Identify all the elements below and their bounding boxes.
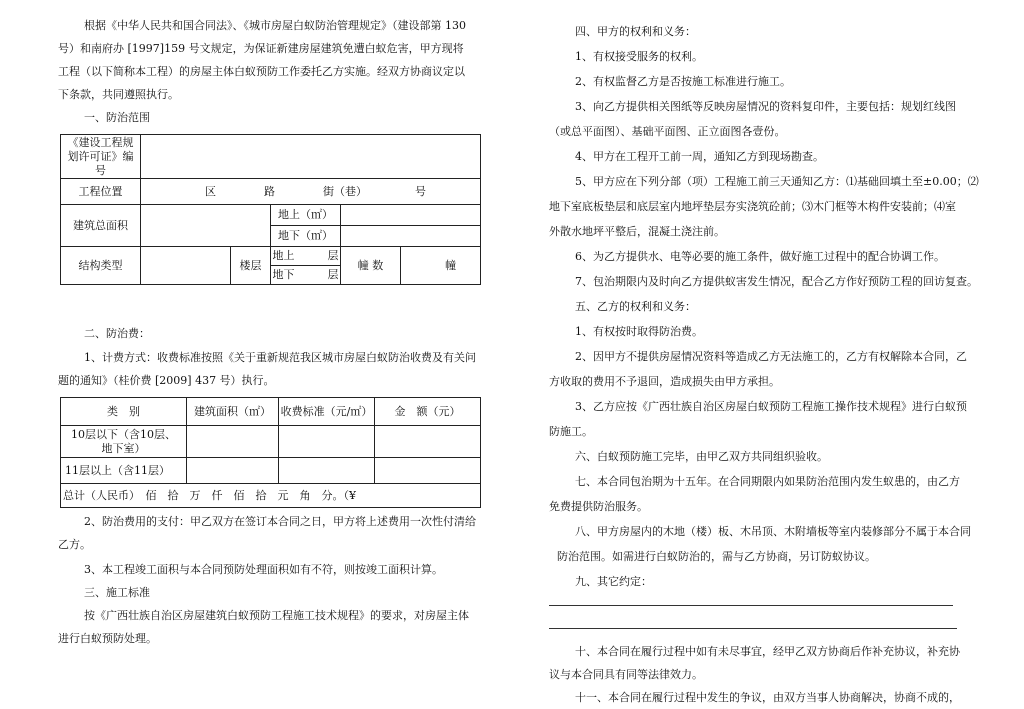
r-line-9: 外散水地坪平整后，混凝土浇注前。	[549, 225, 725, 238]
r-line-15: 方收取的费用不予退回，造成损失由甲方承担。	[549, 375, 780, 388]
payment-text-1: 2、防治费用的支付：甲乙双方在签订本合同之日，甲方将上述费用一次性付清给	[84, 515, 476, 528]
below-area-value[interactable]	[341, 226, 481, 247]
fee-text-2: 题的通知》（桂价费 [2009] 437 号）执行。	[58, 374, 275, 387]
section-10-line-1: 十、本合同在履行过程中如有未尽事宜，经甲乙双方协商后作补充协议，补充协	[575, 645, 960, 658]
intro-line-3: 工程（以下简称本工程）的房屋主体白蚁预防工作委托乙方实施。经双方协商议定以	[58, 65, 465, 78]
location-street: 街（巷）	[323, 184, 368, 198]
r-line-17: 防施工。	[549, 425, 593, 438]
fee-table	[60, 397, 481, 508]
location-value[interactable]	[141, 179, 481, 205]
intro-line-4: 下条款，共同遵照执行。	[58, 88, 179, 101]
r-line-3: 2、有权监督乙方是否按施工标准进行施工。	[575, 75, 791, 88]
standard-text-1: 按《广西壮族自治区房屋建筑白蚁预防工程施工技术规程》的要求，对房屋主体	[84, 609, 469, 622]
fee-total: 总计（人民币） 佰 拾 万 仟 佰 拾 元 角 分。（¥	[61, 484, 481, 508]
fee-row-1-label: 10层以下（含10层、地下室）	[61, 426, 187, 458]
area-total-value[interactable]	[141, 205, 271, 247]
other-terms-line-2[interactable]	[549, 628, 957, 629]
permit-label: 《建设工程规划许可证》编号	[61, 135, 141, 179]
location-label: 工程位置	[61, 179, 141, 205]
fee-text-1: 1、计费方式：收费标准按照《关于重新规范我区城市房屋白蚁防治收费及有关问	[84, 351, 476, 364]
section-1-heading: 一、防治范围	[84, 111, 150, 124]
r-line-10: 6、为乙方提供水、电等必要的施工条件，做好施工过程中的配合协调工作。	[575, 250, 945, 263]
building-unit: 幢	[401, 247, 481, 285]
fee-header-amount: 金 额（元）	[375, 398, 481, 426]
intro-line-1: 根据《中华人民共和国合同法》、《城市房屋白蚁防治管理规定》（建设部第 130	[84, 19, 466, 32]
section-6: 六、白蚁预防施工完毕，由甲乙双方共同组织验收。	[575, 450, 828, 463]
above-floors: 地上 层	[271, 247, 341, 266]
fee-header-area: 建筑面积（㎡）	[187, 398, 279, 426]
fee-header-rate: 收费标准（元/㎡）	[279, 398, 375, 426]
r-line-6: 4、甲方在工程开工前一周，通知乙方到现场勘查。	[575, 150, 824, 163]
r-line-5: （或总平面图）、基础平面图、正立面图各壹份。	[549, 125, 786, 138]
above-area-label: 地上（㎡）	[271, 205, 341, 226]
r-line-11: 7、包治期限内及时向乙方提供蚁害发生情况，配合乙方作好预防工程的回访复查。	[575, 275, 978, 288]
floors-label: 楼层	[231, 247, 271, 285]
fee-row-1-amount[interactable]	[375, 426, 481, 458]
location-district: 区	[205, 184, 216, 198]
standard-text-2: 进行白蚁预防处理。	[58, 632, 157, 645]
r-line-13: 1、有权按时取得防治费。	[575, 325, 703, 338]
below-area-label: 地下（㎡）	[271, 226, 341, 247]
section-8-line-1: 八、甲方房屋内的木地（楼）板、木吊顶、木附墙板等室内装修部分不属于本合同	[575, 525, 971, 538]
intro-line-2: 号）和南府办 [1997]159 号文规定，为保证新建房屋建筑免遭白蚁危害，甲方现将	[58, 42, 464, 55]
location-road: 路	[264, 184, 276, 198]
section-10-line-2: 议与本合同具有同等法律效力。	[549, 668, 703, 681]
fee-row-2-amount[interactable]	[375, 458, 481, 484]
location-number: 号	[415, 184, 427, 198]
scope-table	[60, 134, 481, 285]
section-4-heading: 四、甲方的权利和义务：	[575, 25, 696, 38]
r-line-7: 5、甲方应在下列分部（项）工程施工前三天通知乙方：⑴基础回填土至±0.00；⑵	[575, 175, 979, 188]
above-area-value[interactable]	[341, 205, 481, 226]
fee-header-category: 类 别	[61, 398, 187, 426]
section-5-heading: 五、乙方的权利和义务：	[575, 300, 696, 313]
section-7-line-2: 免费提供防治服务。	[549, 500, 648, 513]
permit-value[interactable]	[141, 135, 481, 179]
fee-row-2-rate[interactable]	[279, 458, 375, 484]
r-line-14: 2、因甲方不提供房屋情况资料等造成乙方无法施工的，乙方有权解除本合同，乙	[575, 350, 967, 363]
structure-label: 结构类型	[61, 247, 141, 285]
payment-text-2: 乙方。	[58, 538, 91, 551]
section-2-heading: 二、防治费：	[84, 327, 150, 340]
r-line-4: 3、向乙方提供相关图纸等反映房屋情况的资料复印件，主要包括：规划红线图	[575, 100, 956, 113]
fee-row-1-rate[interactable]	[279, 426, 375, 458]
fee-row-2-area[interactable]	[187, 458, 279, 484]
area-label: 建筑总面积	[61, 205, 141, 247]
section-9-heading: 九、其它约定：	[575, 575, 652, 588]
section-8-line-2: 防治范围。如需进行白蚁防治的，需与乙方协商，另订防蚁协议。	[557, 550, 876, 563]
section-7-line-1: 七、本合同包治期为十五年。在合同期限内如果防治范围内发生蚁患的，由乙方	[575, 475, 960, 488]
structure-value[interactable]	[141, 247, 231, 285]
building-count-label: 幢 数	[341, 247, 401, 285]
r-line-16: 3、乙方应按《广西壮族自治区房屋白蚁预防工程施工操作技术规程》进行白蚁预	[575, 400, 967, 413]
fee-row-1-area[interactable]	[187, 426, 279, 458]
r-line-2: 1、有权接受服务的权利。	[575, 50, 703, 63]
section-11-line-1: 十一、本合同在履行过程中发生的争议，由双方当事人协商解决，协商不成的，	[575, 691, 960, 704]
fee-row-2-label: 11层以上（含11层）	[61, 458, 187, 484]
r-line-8: 地下室底板垫层和底层室内地坪垫层夯实浇筑砼前；⑶木门框等木构件安装前；⑷室	[549, 200, 956, 213]
below-floors: 地下 层	[271, 266, 341, 285]
area-rule-text: 3、本工程竣工面积与本合同预防处理面积如有不符，则按竣工面积计算。	[84, 563, 443, 576]
section-3-heading: 三、施工标准	[84, 586, 150, 599]
other-terms-line-1[interactable]	[549, 605, 953, 606]
